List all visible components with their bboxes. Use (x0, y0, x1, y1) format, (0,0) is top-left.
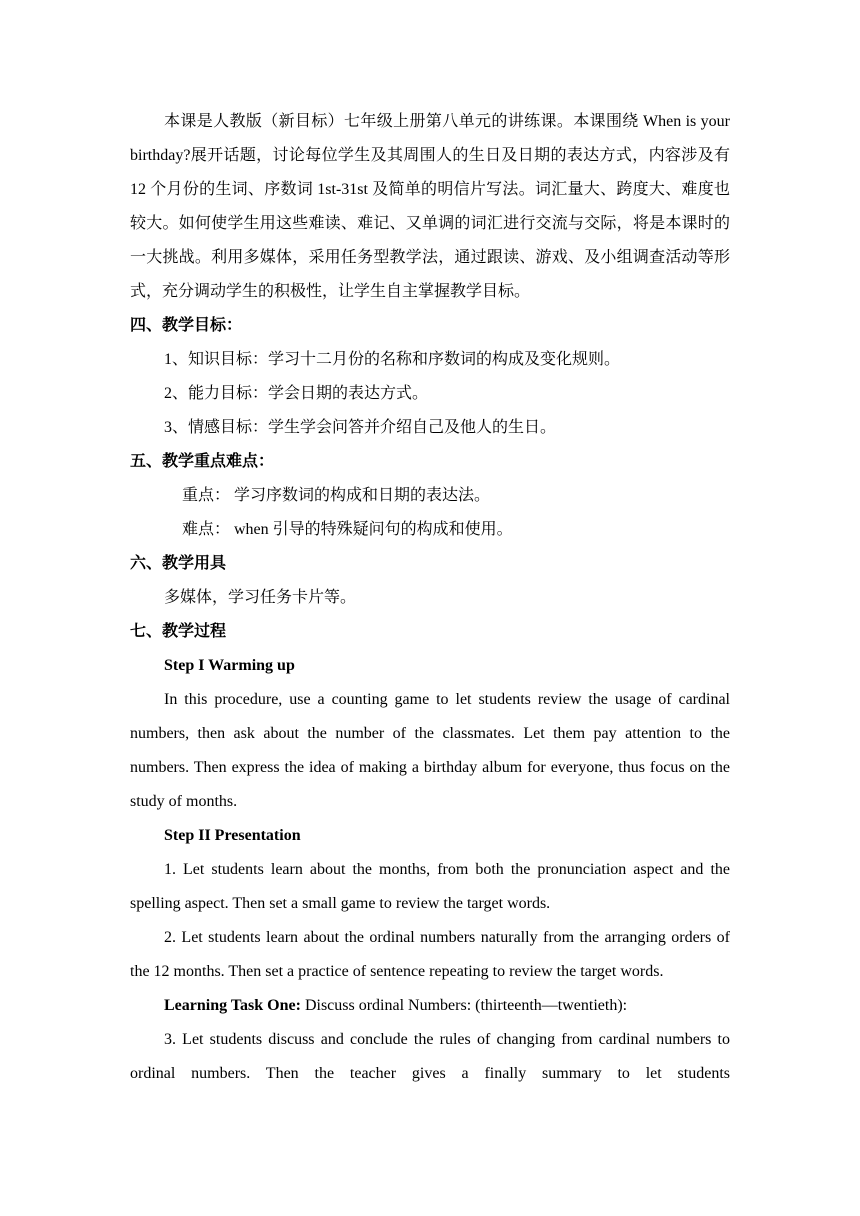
objective-item: 2、能力目标：学会日期的表达方式。 (164, 385, 429, 402)
step-title: Step I Warming up (164, 657, 295, 674)
step-paragraph: 1. Let students learn about the months, from both the pronunciation aspect and the spelling aspect. Then set a small game to review the target words. (130, 861, 730, 912)
learning-task (130, 989, 730, 1023)
step-paragraph: 2. Let students learn about the ordinal numbers naturally from the arranging orders of the 12 months. Then set a practice of sentence repeating to review the target words. (130, 929, 730, 980)
learning-task-text: Discuss ordinal Numbers: (thirteenth—twentieth): (300, 997, 628, 1014)
materials-text: 多媒体，学习任务卡片等。 (164, 589, 357, 606)
key-point-item: 难点： when 引导的特殊疑问句的构成和使用。 (182, 521, 513, 538)
section-heading-key-points: 五、教学重点难点： (130, 453, 275, 470)
step-paragraph: 3. Let students discuss and conclude the rules of changing from cardinal numbers to ordinal numbers. Then the teacher gives a finally summary to let students (130, 1031, 730, 1082)
step-paragraph: In this procedure, use a counting game to let students review the usage of cardinal numbers, then ask about the number of the classmates. Let them pay attention to the numbers. Then express the idea of making a birthday album for everyone, thus focus on the study of months. (130, 691, 730, 810)
section-heading-materials: 六、教学用具 (130, 555, 227, 572)
objective-item: 3、情感目标：学生学会问答并介绍自己及他人的生日。 (164, 419, 557, 436)
section-heading-procedure: 七、教学过程 (130, 623, 227, 640)
document-body (130, 105, 730, 1091)
step-title: Step II Presentation (164, 827, 301, 844)
key-point-item: 重点： 学习序数词的构成和日期的表达法。 (182, 487, 491, 504)
objective-item: 1、知识目标：学习十二月份的名称和序数词的构成及变化规则。 (164, 351, 621, 368)
learning-task-label: Learning Task One: (164, 997, 301, 1014)
intro-paragraph: 本课是人教版（新目标）七年级上册第八单元的讲练课。本课围绕 When is your birthday?展开话题，讨论每位学生及其周围人的生日及日期的表达方式，内容涉及有 12 个月份的生词、序数词 1st-31st 及简单的明信片写法。词汇量大、跨度大、难度也较大。如何使学生用这些难读、难记、又单调的词汇进行交流与交际，将是本课时的一大挑战。利用多媒体，采用任务型教学法，通过跟读、游戏、及小组调查活动等形式，充分调动学生的积极性，让学生自主掌握教学目标。 (130, 113, 730, 300)
section-heading-objectives: 四、教学目标： (130, 317, 243, 334)
